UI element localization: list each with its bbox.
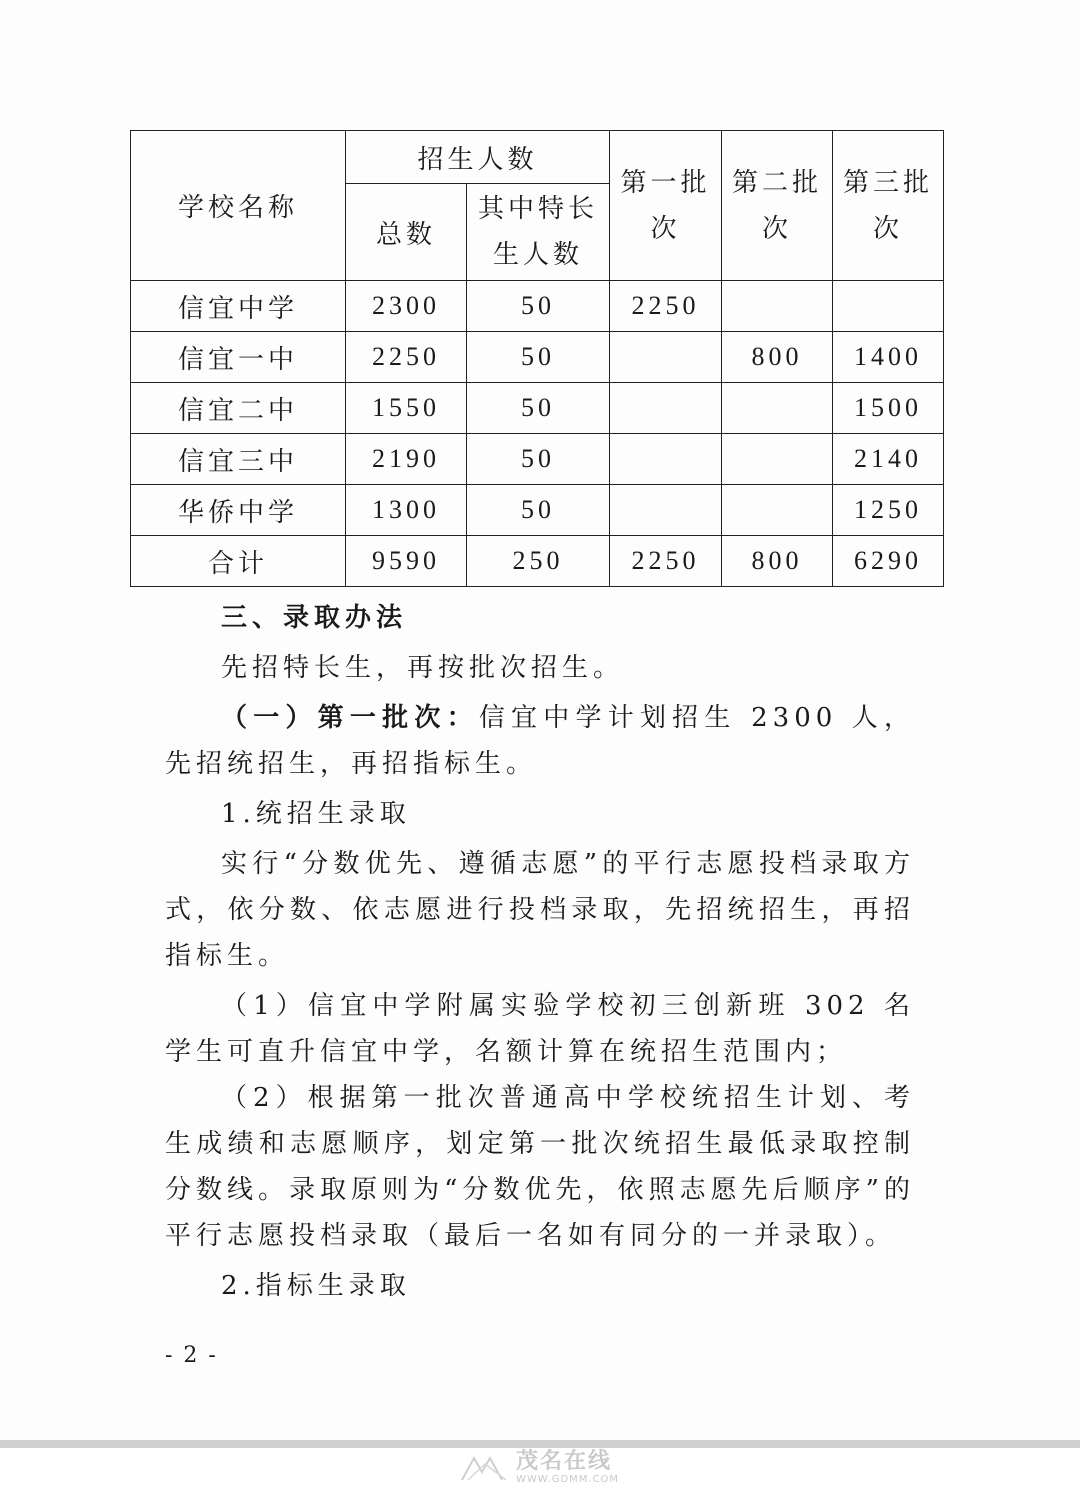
watermark-url: WWW.GDMM.COM — [516, 1474, 620, 1485]
subheading: 2.指标生录取 — [221, 1271, 411, 1301]
cell-special: 50 — [467, 332, 610, 383]
cell-batch-3: 1500 — [833, 383, 944, 434]
cell-total: 2250 — [346, 332, 467, 383]
cell-total: 1300 — [346, 485, 467, 536]
cell-batch-2 — [722, 281, 833, 332]
header-batch-3: 第三批次 — [833, 131, 944, 281]
enrollment-table — [130, 130, 944, 587]
cell-batch-1: 2250 — [610, 281, 722, 332]
cell-batch-2 — [722, 434, 833, 485]
paragraph — [165, 695, 915, 787]
header-batch-2: 第二批次 — [722, 131, 833, 281]
header-enrollment: 招生人数 — [346, 131, 610, 184]
cell-batch-2 — [722, 485, 833, 536]
cell-school: 信宜二中 — [131, 383, 346, 434]
watermark — [460, 1450, 619, 1486]
cell-special: 250 — [467, 536, 610, 587]
paragraph: （1）信宜中学附属实验学校初三创新班 302 名学生可直升信宜中学，名额计算在统招生范围内； — [165, 991, 915, 1067]
document-body — [165, 595, 915, 1309]
cell-batch-2: 800 — [722, 332, 833, 383]
batch-label: （一）第一批次： — [221, 703, 479, 733]
cell-batch-3: 1250 — [833, 485, 944, 536]
cell-special: 50 — [467, 485, 610, 536]
table-row — [131, 434, 944, 485]
table-row — [131, 485, 944, 536]
paragraph: 实行“分数优先、遵循志愿”的平行志愿投档录取方式，依分数、依志愿进行投档录取，先招统招生，再招指标生。 — [165, 849, 915, 971]
cell-total: 1550 — [346, 383, 467, 434]
subheading: 1.统招生录取 — [221, 799, 411, 829]
cell-special: 50 — [467, 383, 610, 434]
header-total: 总数 — [346, 184, 467, 281]
table-row — [131, 281, 944, 332]
paragraph: 先招特长生，再按批次招生。 — [221, 653, 625, 683]
cell-total: 2190 — [346, 434, 467, 485]
cell-total: 9590 — [346, 536, 467, 587]
cell-batch-1 — [610, 383, 722, 434]
page-number: - 2 - — [165, 1343, 218, 1368]
cell-batch-3: 6290 — [833, 536, 944, 587]
cell-batch-1 — [610, 485, 722, 536]
section-title: 三、录取办法 — [221, 603, 408, 633]
cell-total: 2300 — [346, 281, 467, 332]
cell-school: 信宜一中 — [131, 332, 346, 383]
watermark-name: 茂名在线 — [516, 1449, 613, 1474]
cell-school: 信宜三中 — [131, 434, 346, 485]
header-batch-1: 第一批次 — [610, 131, 722, 281]
cell-batch-1 — [610, 434, 722, 485]
cell-special: 50 — [467, 281, 610, 332]
table-row — [131, 332, 944, 383]
table-total-row — [131, 536, 944, 587]
watermark-logo-icon — [460, 1454, 510, 1482]
header-school-name: 学校名称 — [131, 131, 346, 281]
cell-school: 华侨中学 — [131, 485, 346, 536]
cell-batch-2: 800 — [722, 536, 833, 587]
cell-batch-3: 2140 — [833, 434, 944, 485]
bottom-bar — [0, 1440, 1080, 1490]
cell-special: 50 — [467, 434, 610, 485]
cell-batch-1: 2250 — [610, 536, 722, 587]
table-row — [131, 383, 944, 434]
cell-batch-2 — [722, 383, 833, 434]
cell-batch-1 — [610, 332, 722, 383]
divider — [0, 1440, 1080, 1448]
cell-school: 信宜中学 — [131, 281, 346, 332]
paragraph: （2）根据第一批次普通高中学校统招生计划、考生成绩和志愿顺序，划定第一批次统招生最低录取控制分数线。录取原则为“分数优先，依照志愿先后顺序”的平行志愿投档录取（最后一名如有同分的一并录取）。 — [165, 1083, 915, 1251]
cell-school: 合计 — [131, 536, 346, 587]
cell-batch-3 — [833, 281, 944, 332]
cell-batch-3: 1400 — [833, 332, 944, 383]
batch-text: 信宜中学计划招生 2300 人，先招统招生，再招指标生。 — [165, 703, 915, 779]
header-special: 其中特长生人数 — [467, 184, 610, 281]
